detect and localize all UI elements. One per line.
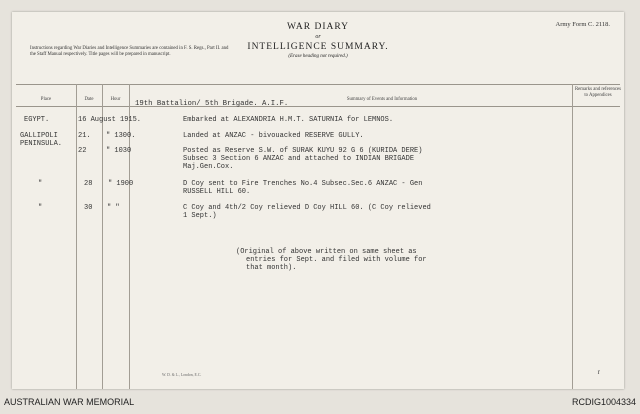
entry-summary: C Coy and 4th/2 Coy relieved D Coy HILL 60. (C Coy relieved [183,204,431,212]
entry-place: " [38,180,43,188]
column-divider [102,84,103,389]
column-header-remarks: Remarks and references to Appendices [574,87,622,98]
entry-date: 30 [84,204,93,212]
note-line: that month). [246,264,297,272]
diary-sheet [12,12,624,389]
entry-summary: Posted as Reserve S.W. of SURAK KUYU 92 G 6 (KURIDA DERE) [183,147,423,155]
entry-hour: " 1030 [106,147,132,155]
entry-place: EGYPT. [24,116,50,124]
archive-credit: AUSTRALIAN WAR MEMORIAL [4,397,135,407]
table-header-rule [16,106,620,107]
printer-imprint: W. D. & L., London, E.C. [162,373,202,377]
archive-reference: RCDIG1004334 [571,397,636,407]
entry-summary: Maj.Gen.Cox. [183,163,234,171]
note-line: entries for Sept. and filed with volume for [246,256,427,264]
column-header-hour: Hour [110,97,121,102]
table-top-rule [16,84,620,85]
entry-place: PENINSULA. [20,140,63,148]
entry-summary: RUSSELL HILL 60. [183,188,251,196]
entry-hour: " 1900 [108,180,134,188]
entry-date: 21. [78,132,91,140]
entry-summary: Embarked at ALEXANDRIA H.M.T. SATURNIA for LEMNOS. [183,116,394,124]
form-heading-note: (Erase heading not required.) [288,54,348,59]
entry-place: " [38,204,43,212]
entry-hour: " " [107,204,120,212]
margin-mark: r [597,368,600,376]
column-divider [572,84,573,389]
entry-date: 16 August 1915. [78,116,142,124]
entry-place: GALLIPOLI [20,132,58,140]
entry-summary: Landed at ANZAC - bivouacked RESERVE GULLY. [183,132,364,140]
form-subtitle: INTELLIGENCE SUMMARY. [247,42,389,52]
entry-hour: " 1300. [106,132,136,140]
column-divider [76,84,77,389]
form-number: Army Form C. 2118. [555,21,610,28]
column-header-place: Place [40,97,52,102]
entry-date: 22 [78,147,87,155]
column-divider [129,84,130,389]
form-title-or: or [315,34,321,40]
form-title: WAR DIARY [286,22,350,32]
column-header-date: Date [84,97,94,102]
entry-summary: Subsec 3 Section 6 ANZAC and attached to INDIAN BRIGADE [183,155,415,163]
unit-heading: 19th Battalion/ 5th Brigade. A.I.F. [135,100,289,108]
entry-summary: D Coy sent to Fire Trenches No.4 Subsec.Sec.6 ANZAC - Gen [183,180,423,188]
entry-date: 28 [84,180,93,188]
entry-summary: 1 Sept.) [183,212,217,220]
column-header-summary: Summary of Events and Information [346,97,418,102]
note-line: (Original of above written on same sheet as [236,248,417,256]
instructions-text: Instructions regarding War Diaries and Intelligence Summaries are contained in F. S. Regs., Part II. and the Staff Manual respectively. Title pages will be prepared in manuscript. [30,46,229,58]
